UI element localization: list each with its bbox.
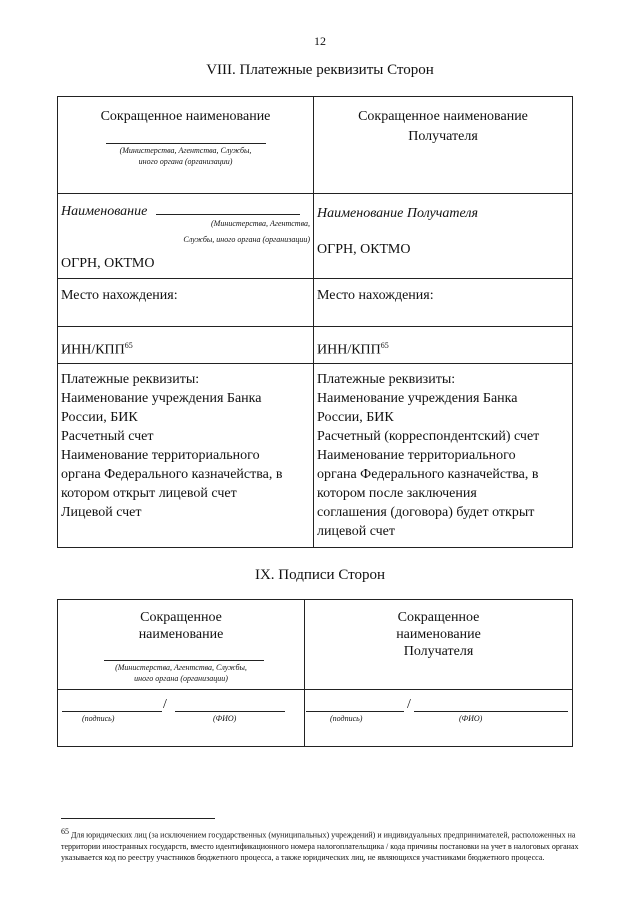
payment-line: Расчетный (корреспондентский) счет <box>317 429 540 444</box>
section-8-title: VIII. Платежные реквизиты Сторон <box>206 62 434 78</box>
sig-left-note-1: (Министерства, Агентства, Службы, <box>115 663 247 672</box>
payment-line: органа Федерального казначейства, в <box>317 467 539 482</box>
page-number: 12 <box>314 34 326 48</box>
right-short-name-header-1: Сокращенное наименование <box>358 109 528 124</box>
left-header-note-1: (Министерства, Агентства, Службы, <box>119 146 252 155</box>
right-inn-label: ИНН/КПП$^{65}$ <box>317 341 389 358</box>
right-short-name-header-2: Получателя <box>408 129 478 144</box>
fio-label: (ФИО) <box>213 714 237 723</box>
footnote-text: Для юридических лиц (за исключением государственных (муниципальных) учреждений) и индивидуальных предпринимателей, расположенных на территории иностранных государств, вместо идентификационного номера налогоплательщика / кода причины постановки на учет в налоговых органах указывается код по реестру участников бюджетного процесса, а также юридических лиц, не являющихся участниками бюджетного процесса. <box>61 830 579 862</box>
payment-line: Наименование территориального <box>61 448 260 463</box>
sig-right-header-2: наименование <box>396 627 481 642</box>
slash: / <box>407 697 411 712</box>
left-location-label: Место нахождения: <box>61 288 178 303</box>
left-inn-label: ИНН/КПП$^{65}$ <box>61 341 133 358</box>
fio-line <box>175 711 285 712</box>
row-divider <box>57 689 573 690</box>
fio-label: (ФИО) <box>459 714 483 723</box>
payment-line: Расчетный счет <box>61 429 154 444</box>
section-9-title: IX. Подписи Сторон <box>254 567 386 583</box>
payment-line: России, БИК <box>61 410 138 425</box>
payment-line: лицевой счет <box>317 524 395 539</box>
right-ogrn-label: ОГРН, ОКТМО <box>317 242 411 257</box>
fio-line <box>414 711 568 712</box>
sig-left-note-2: иного органа (организации) <box>134 674 228 683</box>
right-name-label: Наименование Получателя <box>317 206 479 221</box>
payment-line: Наименование территориального <box>317 448 516 463</box>
right-location-label: Место нахождения: <box>317 288 434 303</box>
sig-left-header-2: наименование <box>138 627 224 642</box>
row-divider <box>57 278 573 279</box>
footnote-ref: 65 <box>124 341 133 350</box>
left-short-name-header: Сокращенное наименование <box>100 109 271 124</box>
footnote <box>61 826 614 863</box>
payment-line: органа Федерального казначейства, в <box>61 467 283 482</box>
payment-line: Наименование учреждения Банка <box>61 391 262 406</box>
right-payment-details <box>317 370 539 541</box>
footnote-number: 65 <box>61 827 69 836</box>
fill-line <box>156 214 300 215</box>
left-ogrn-label: ОГРН, ОКТМО <box>61 256 155 271</box>
signature-line <box>306 711 404 712</box>
sig-right-header-1: Сокращенное <box>397 610 480 625</box>
footnote-ref: 65 <box>380 341 389 350</box>
slash: / <box>163 697 167 712</box>
payment-line: соглашения (договора) будет открыт <box>317 505 535 520</box>
row-divider <box>57 363 573 364</box>
payment-line: Платежные реквизиты: <box>317 372 456 387</box>
footnote-separator <box>61 818 215 819</box>
signature-label: (подпись) <box>82 714 115 723</box>
sig-right-header-3: Получателя <box>403 644 474 659</box>
left-name-note-1: (Министерства, Агентства, <box>211 219 310 228</box>
left-payment-details <box>61 370 283 522</box>
left-name-note-2: Службы, иного органа (организации) <box>183 235 310 244</box>
payment-line: Лицевой счет <box>61 505 142 520</box>
left-header-note-2: иного органа (организации) <box>138 157 233 166</box>
fill-line <box>104 660 264 661</box>
payment-line: Платежные реквизиты: <box>61 372 200 387</box>
left-name-label: Наименование <box>61 204 148 219</box>
table-divider <box>313 96 314 548</box>
payment-line: котором открыт лицевой счет <box>61 486 237 501</box>
sig-left-header-1: Сокращенное <box>140 610 222 625</box>
signature-line <box>62 711 162 712</box>
signature-label: (подпись) <box>330 714 363 723</box>
payment-line: Наименование учреждения Банка <box>317 391 518 406</box>
fill-line <box>106 143 266 144</box>
payment-line: России, БИК <box>317 410 394 425</box>
row-divider <box>57 326 573 327</box>
payment-line: котором после заключения <box>317 486 477 501</box>
row-divider <box>57 193 573 194</box>
